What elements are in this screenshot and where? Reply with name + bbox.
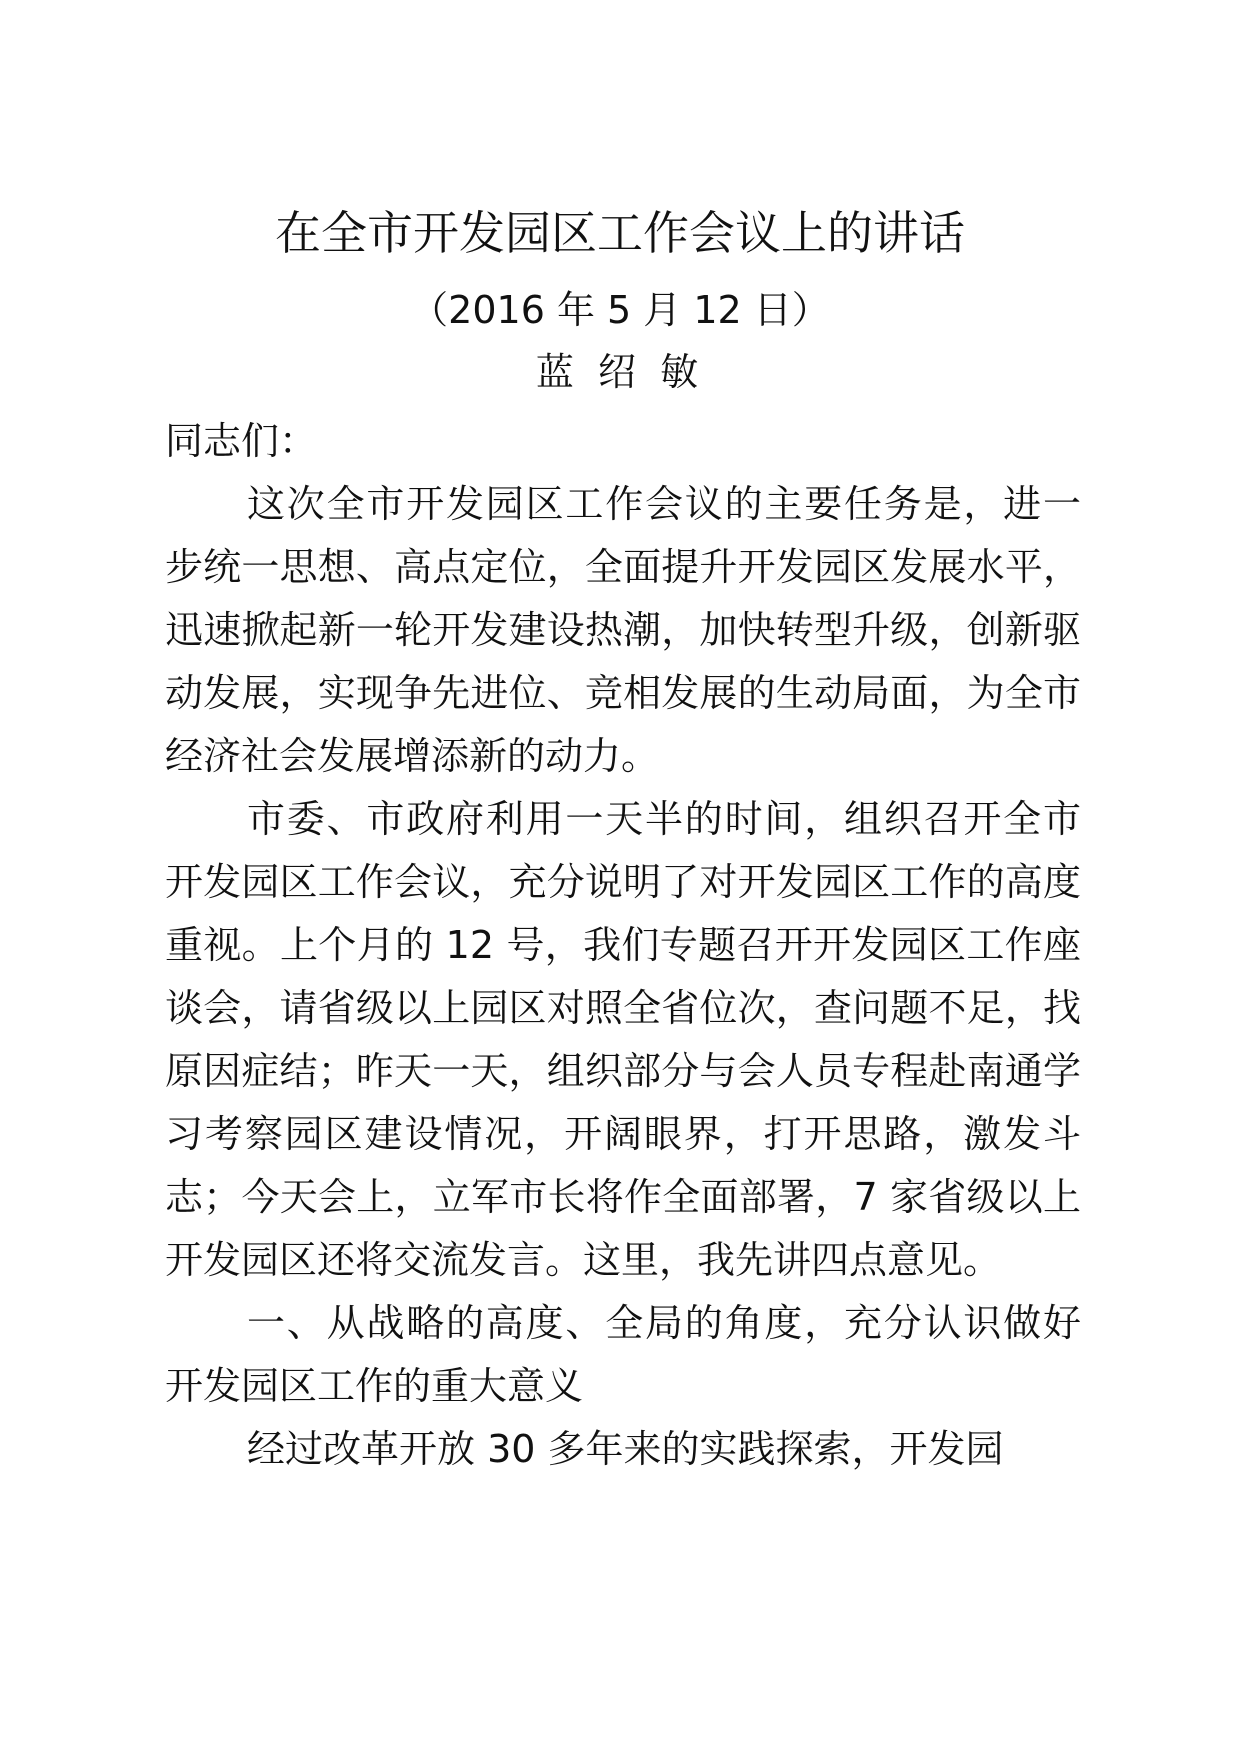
- document-body: [165, 410, 1081, 1481]
- paragraph: 经过改革开放 30 多年来的实践探索，开发园: [247, 1427, 1004, 1471]
- document-title: 在全市开发园区工作会议上的讲话: [275, 206, 965, 260]
- speech-date: （2016 年 5 月 12 日）: [410, 288, 830, 332]
- salutation: 同志们：: [165, 419, 318, 463]
- author-name: 蓝 绍 敏: [535, 350, 705, 394]
- paragraph: 这次全市开发园区工作会议的主要任务是，进一步统一思想、高点定位，全面提升开发园区发展水平，迅速掀起新一轮开发建设热潮，加快转型升级，创新驱动发展，实现争先进位、竞相发展的生动局面，为全市经济社会发展增添新的动力。: [165, 482, 1081, 778]
- paragraph: 市委、市政府利用一天半的时间，组织召开全市开发园区工作会议，充分说明了对开发园区工作的高度重视。上个月的 12 号，我们专题召开开发园区工作座谈会，请省级以上园区对照全省位次，查问题不足，找原因症结；昨天一天，组织部分与会人员专程赴南通学习考察园区建设情况，开阔眼界，打开思路，激发斗志；今天会上，立军市长将作全面部署，7 家省级以上开发园区还将交流发言。这里，我先讲四点意见。: [165, 797, 1081, 1282]
- section-heading: 一、从战略的高度、全局的角度，充分认识做好开发园区工作的重大意义: [165, 1301, 1081, 1408]
